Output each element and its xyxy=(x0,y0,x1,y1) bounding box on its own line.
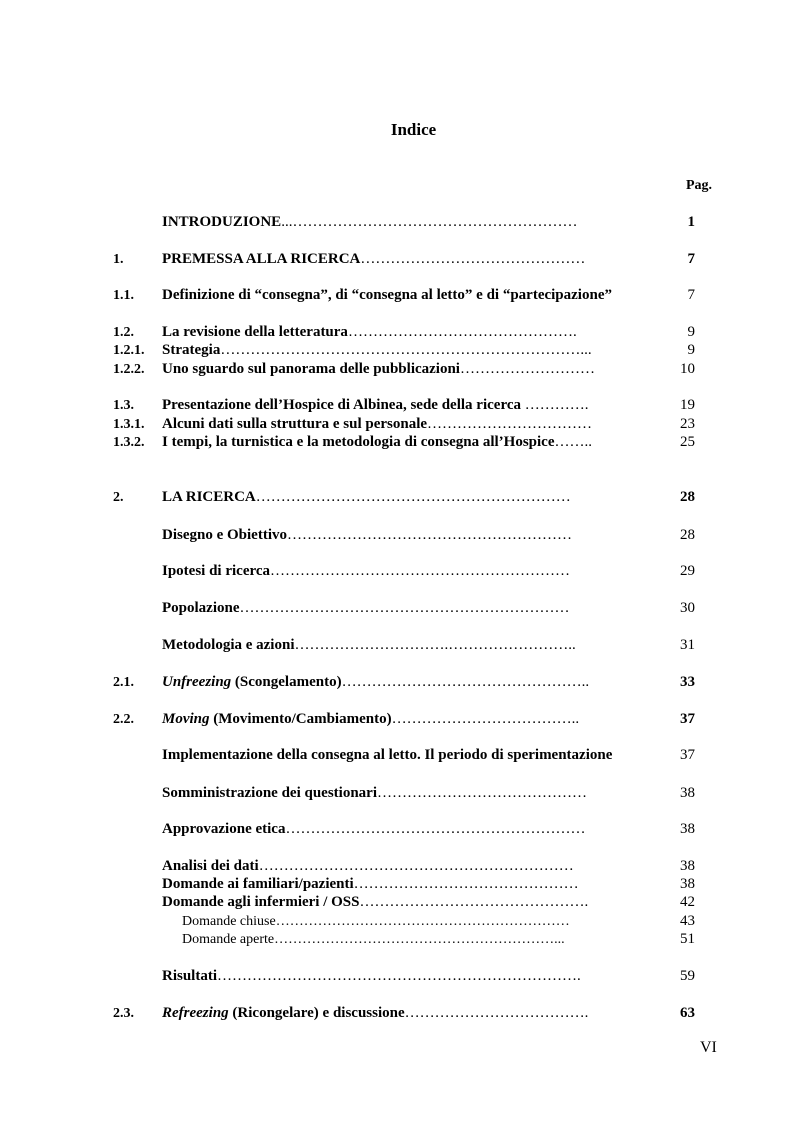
toc-number: 1. xyxy=(113,252,124,267)
toc-title: PREMESSA ALLA RICERCA……………………………………… xyxy=(162,251,586,267)
toc-page-number: 59 xyxy=(680,968,695,984)
toc-number: 1.1. xyxy=(113,288,134,303)
toc-title: Popolazione………………………………………………………… xyxy=(162,600,570,616)
toc-page-number: 51 xyxy=(680,931,695,947)
toc-entry-somministrazione[interactable] xyxy=(0,784,793,803)
toc-page-number: 7 xyxy=(687,287,695,303)
toc-number: 2.2. xyxy=(113,712,134,727)
toc-page-number: 42 xyxy=(680,894,695,910)
toc-number: 1.3.1. xyxy=(113,417,145,432)
toc-title: Domande chiuse……………………………………………………… xyxy=(182,914,570,929)
toc-title: I tempi, la turnistica e la metodologia di consegna all’Hospice…….. xyxy=(162,434,592,450)
toc-entry-disegno[interactable] xyxy=(0,526,793,545)
page-column-header: Pag. xyxy=(686,178,713,193)
toc-entry-ipotesi[interactable] xyxy=(0,562,793,581)
toc-title: Ipotesi di ricerca…………………………………………………… xyxy=(162,563,571,579)
toc-title: Risultati………………………………………………………………. xyxy=(162,968,581,984)
toc-title: Domande ai familiari/pazienti……………………………………… xyxy=(162,876,579,892)
toc-title: Refreezing (Ricongelare) e discussione………………………………. xyxy=(162,1005,589,1021)
toc-entry-1[interactable] xyxy=(0,250,793,269)
page-folio: VI xyxy=(700,1039,717,1056)
toc-entry-popolazione[interactable] xyxy=(0,599,793,618)
toc-page-number: 38 xyxy=(680,858,695,874)
toc-entry-1-3-2[interactable] xyxy=(0,433,793,452)
toc-page-number: 38 xyxy=(680,821,695,837)
toc-page-number: 10 xyxy=(680,361,695,377)
toc-entry-metodologia[interactable] xyxy=(0,636,793,655)
toc-title: Somministrazione dei questionari…………………………………… xyxy=(162,785,588,801)
toc-title: La revisione della letteratura………………………………………. xyxy=(162,324,577,340)
toc-number: 1.2.2. xyxy=(113,362,145,377)
toc-title: Alcuni dati sulla struttura e sul personale…………………………… xyxy=(162,416,593,432)
toc-entry-1-1[interactable] xyxy=(0,286,793,305)
toc-page-number: 30 xyxy=(680,600,695,616)
toc-page-number: 28 xyxy=(680,527,695,543)
toc-title: INTRODUZIONE...………………………………………………… xyxy=(162,214,578,230)
toc-page-number: 9 xyxy=(687,342,695,358)
toc-title: Definizione di “consegna”, di “consegna al letto” e di “partecipazione” xyxy=(162,287,612,303)
toc-entry-familiari[interactable] xyxy=(0,875,793,894)
toc-page-number: 19 xyxy=(680,397,695,413)
toc-entry-2[interactable] xyxy=(0,488,793,507)
toc-entry-approvazione[interactable] xyxy=(0,820,793,839)
toc-title: Analisi dei dati……………………………………………………… xyxy=(162,858,574,874)
toc-page-number: 29 xyxy=(680,563,695,579)
toc-number: 2. xyxy=(113,490,124,505)
toc-page-number: 1 xyxy=(687,214,695,230)
toc-entry-1-3[interactable] xyxy=(0,396,793,415)
toc-title: Metodologia e azioni………………………….…………………….. xyxy=(162,637,576,653)
toc-page-number: 38 xyxy=(680,876,695,892)
toc-entry-1-2-1[interactable] xyxy=(0,341,793,360)
toc-page-number: 9 xyxy=(687,324,695,340)
toc-title: Domande agli infermieri / OSS………………………………………. xyxy=(162,894,589,910)
toc-entry-chiuse[interactable] xyxy=(0,912,793,931)
toc-title: Domande aperte……………………………………………………... xyxy=(182,932,565,947)
toc-number: 1.3.2. xyxy=(113,435,145,450)
page-title: Indice xyxy=(390,120,437,139)
toc-title: Moving (Movimento/Cambiamento)……………………………….. xyxy=(162,711,580,727)
toc-title: Uno sguardo sul panorama delle pubblicazioni……………………… xyxy=(162,361,595,377)
toc-title: Presentazione dell’Hospice di Albinea, sede della ricerca …………. xyxy=(162,397,589,413)
toc-number: 2.3. xyxy=(113,1006,134,1021)
toc-entry-analisi[interactable] xyxy=(0,857,793,876)
toc-entry-implementazione[interactable] xyxy=(0,746,793,765)
toc-page-number: 31 xyxy=(680,637,695,653)
toc-page-number: 25 xyxy=(680,434,695,450)
toc-entry-infermieri[interactable] xyxy=(0,893,793,912)
toc-title: Disegno e Obiettivo………………………………………………… xyxy=(162,527,572,543)
toc-page-number: 28 xyxy=(680,489,695,505)
toc-page-number: 37 xyxy=(680,711,695,727)
toc-number: 1.2. xyxy=(113,325,134,340)
toc-title: LA RICERCA……………………………………………………… xyxy=(162,489,571,505)
toc-entry-risultati[interactable] xyxy=(0,967,793,986)
toc-page-number: 63 xyxy=(680,1005,695,1021)
toc-page-number: 43 xyxy=(680,913,695,929)
toc-number: 1.2.1. xyxy=(113,343,145,358)
toc-entry-introduzione[interactable] xyxy=(0,213,793,232)
toc-entry-1-2[interactable] xyxy=(0,323,793,342)
toc-title: Unfreezing (Scongelamento)………………………………………….. xyxy=(162,674,590,690)
toc-title: Implementazione della consegna al letto. Il periodo di sperimentazione xyxy=(162,747,613,763)
toc-entry-1-3-1[interactable] xyxy=(0,415,793,434)
toc-title: Approvazione etica…………………………………………………… xyxy=(162,821,586,837)
toc-page-number: 33 xyxy=(680,674,695,690)
toc-entry-2-1[interactable] xyxy=(0,673,793,692)
toc-title: Strategia………………………………………………………………... xyxy=(162,342,592,358)
toc-entry-1-2-2[interactable] xyxy=(0,360,793,379)
toc-page-number: 37 xyxy=(680,747,695,763)
toc-number: 2.1. xyxy=(113,675,134,690)
toc-page-number: 23 xyxy=(680,416,695,432)
toc-page-number: 38 xyxy=(680,785,695,801)
toc-entry-2-3[interactable] xyxy=(0,1004,793,1023)
toc-page-number: 7 xyxy=(687,251,695,267)
toc-entry-aperte[interactable] xyxy=(0,930,793,949)
toc-entry-2-2[interactable] xyxy=(0,710,793,729)
toc-number: 1.3. xyxy=(113,398,134,413)
